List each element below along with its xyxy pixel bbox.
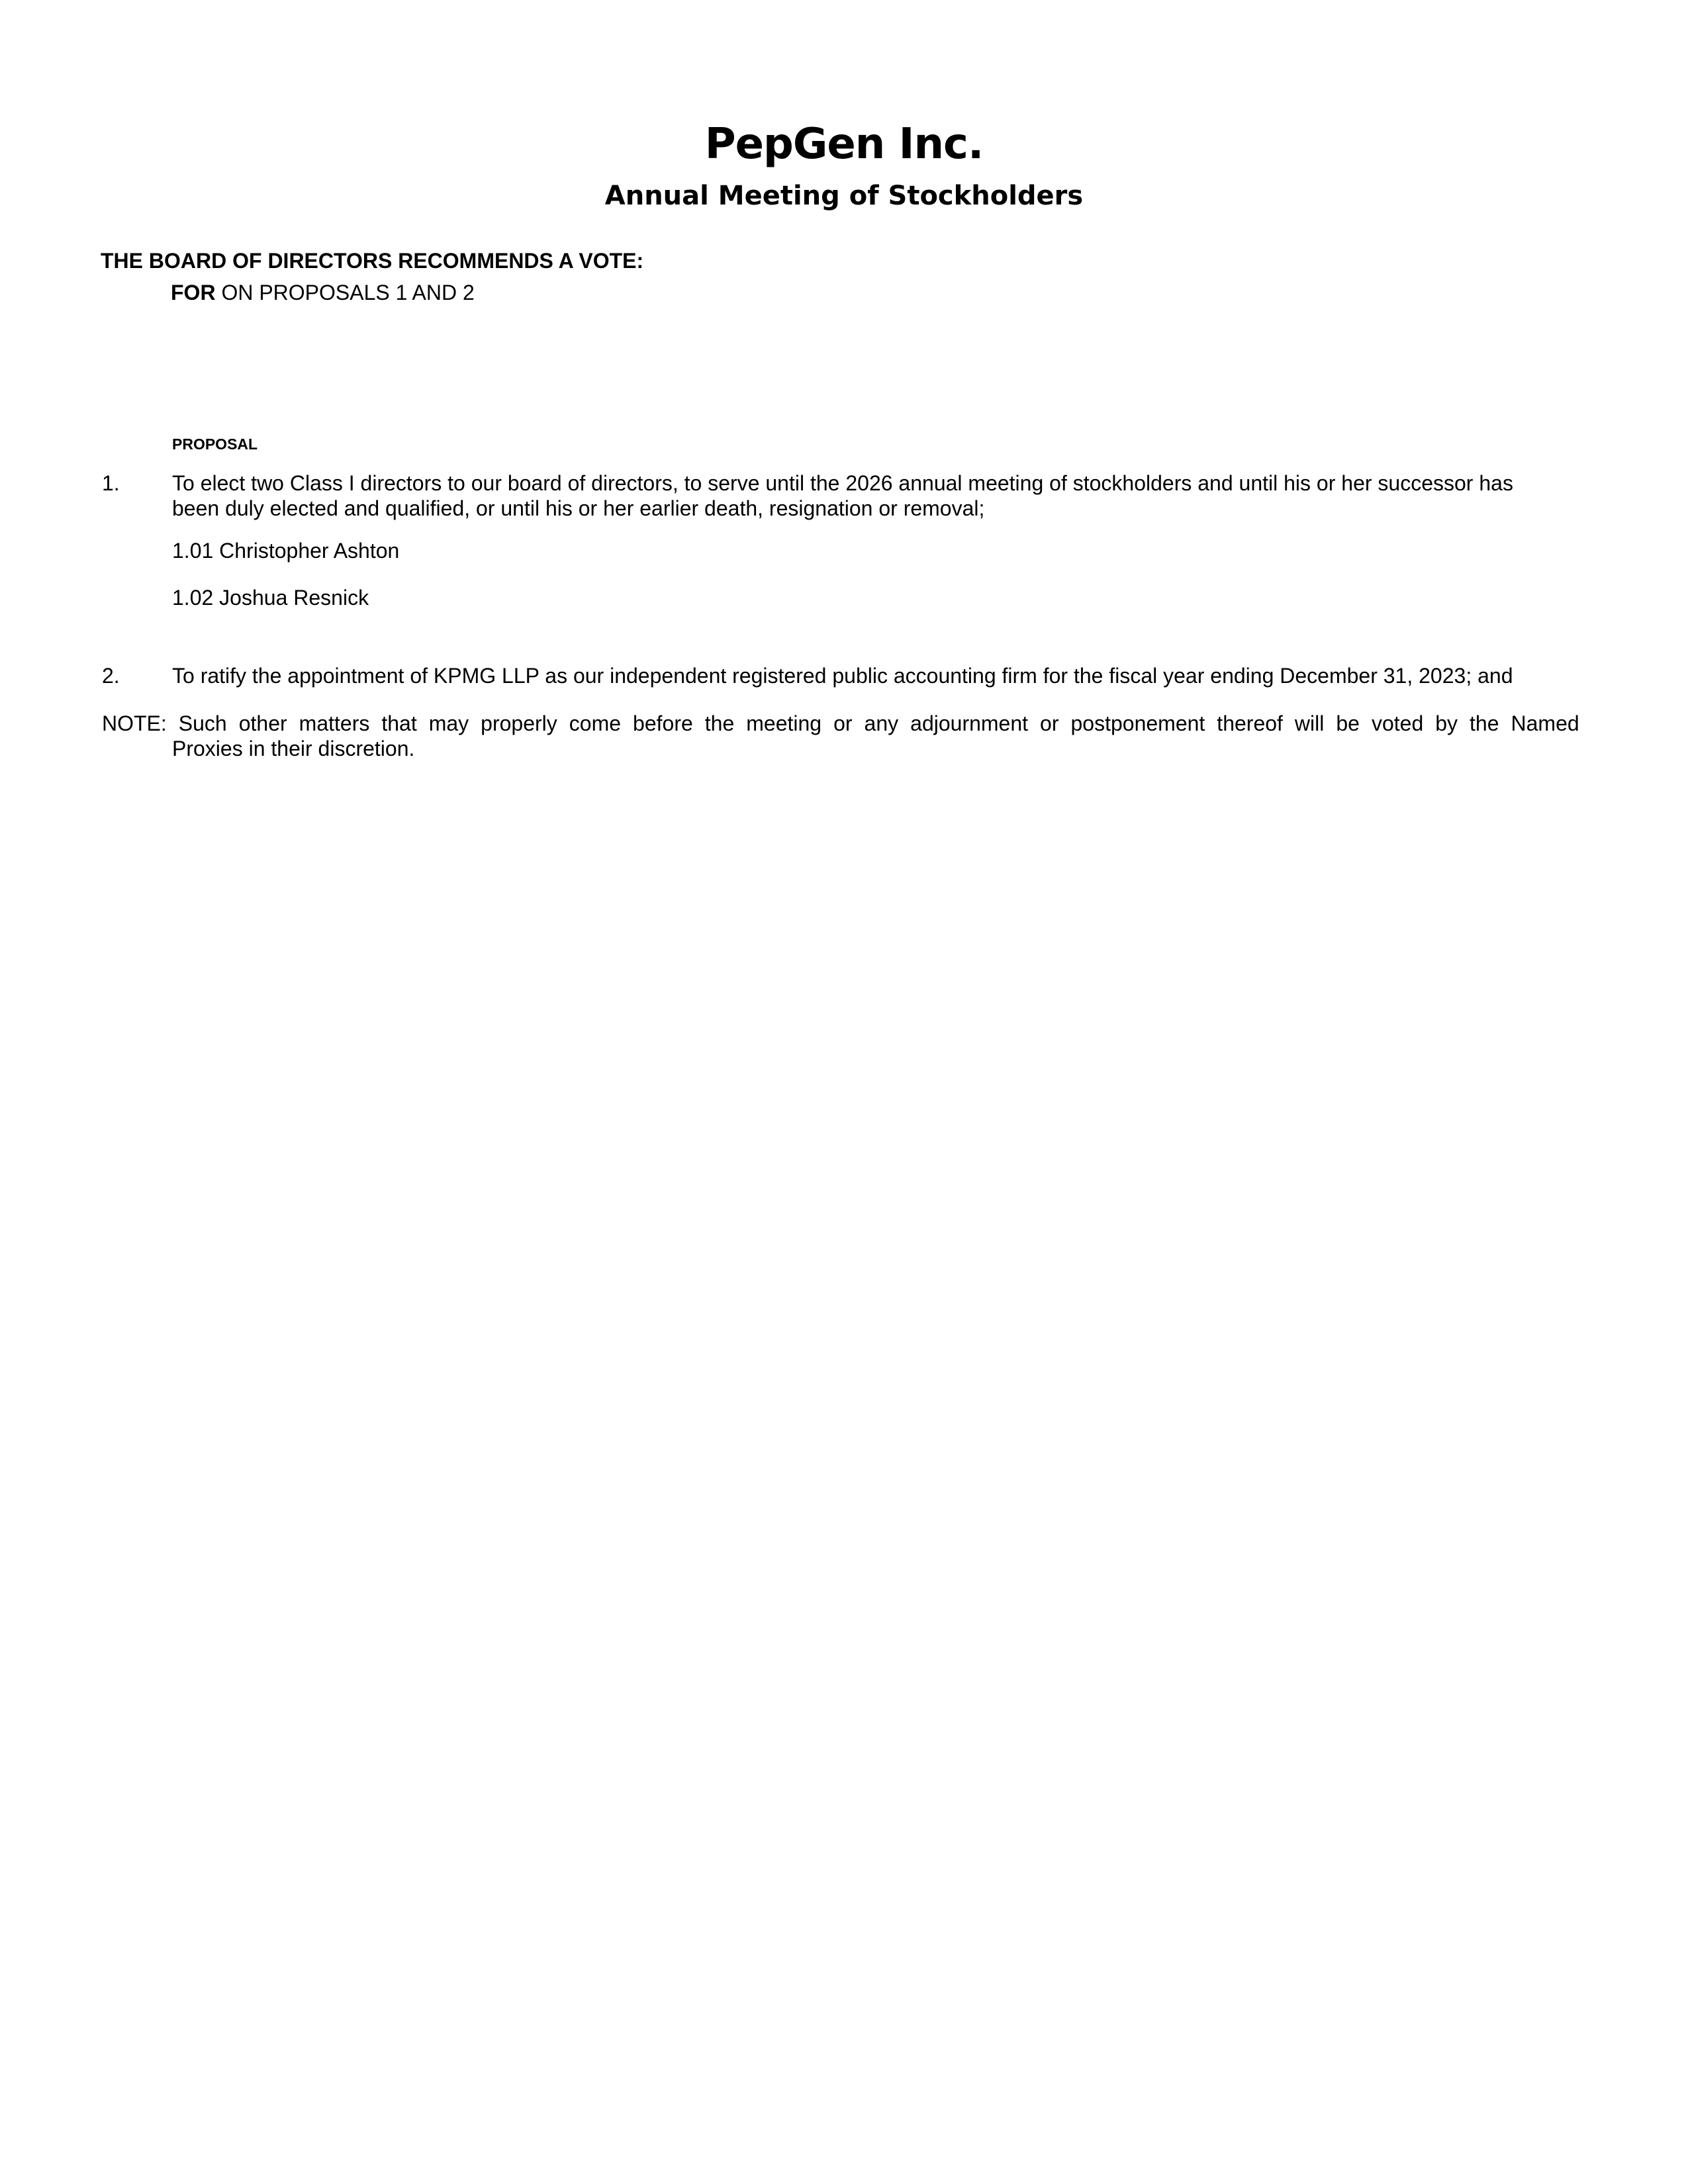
note-word: NOTE:: [102, 711, 167, 735]
proposal-2-text: To ratify the appointment of KPMG LLP as our independent registered public accounting firm for the fiscal year ending December 31, 2023; and: [172, 664, 1513, 688]
vote-proposals-text: ON PROPOSALS 1 AND 2: [215, 281, 475, 304]
note-text-line2: Proxies in their discretion.: [172, 737, 415, 760]
note-word: before: [633, 711, 693, 735]
board-recommendation-heading: THE BOARD OF DIRECTORS RECOMMENDS A VOTE:: [101, 249, 644, 273]
note-word: may: [428, 711, 469, 735]
proposal-column-label: PROPOSAL: [172, 435, 258, 453]
meeting-subtitle: Annual Meeting of Stockholders: [604, 181, 1084, 211]
nominee-item: 1.02 Joshua Resnick: [172, 586, 369, 610]
note-word: postponement: [1070, 711, 1205, 735]
note-word: come: [569, 711, 622, 735]
note-text-line1: [102, 711, 1579, 736]
proposal-1-number: 1.: [102, 471, 120, 495]
note-word: properly: [481, 711, 557, 735]
board-recommendation-line: [171, 279, 475, 306]
note-word: matters: [299, 711, 370, 735]
note-word: be: [1336, 711, 1360, 735]
note-word: Such: [178, 711, 227, 735]
note-word: thereof: [1217, 711, 1283, 735]
vote-for-label: FOR: [171, 281, 216, 304]
note-word: or: [1040, 711, 1059, 735]
note-word: the: [1470, 711, 1499, 735]
note-word: adjournment: [910, 711, 1029, 735]
note-word: that: [381, 711, 417, 735]
proposal-2-number: 2.: [102, 664, 120, 688]
note-word: the: [704, 711, 735, 735]
note-word: meeting: [746, 711, 822, 735]
note-word: other: [238, 711, 287, 735]
note-word: Named: [1511, 711, 1579, 735]
note-word: or: [833, 711, 853, 735]
note-word: any: [864, 711, 899, 735]
note-word: will: [1294, 711, 1325, 735]
note-word: voted: [1371, 711, 1424, 735]
nominee-item: 1.01 Christopher Ashton: [172, 539, 400, 563]
company-title: PepGen Inc.: [704, 120, 984, 169]
proposal-1-text-line1: To elect two Class I directors to our board of directors, to serve until the 2026 annual meeting of stockholders and until his or her successor has: [172, 471, 1513, 495]
note-word: by: [1435, 711, 1458, 735]
note-paragraph: [102, 711, 1579, 761]
proposal-1-text-line2: been duly elected and qualified, or until his or her earlier death, resignation or removal;: [172, 496, 985, 520]
